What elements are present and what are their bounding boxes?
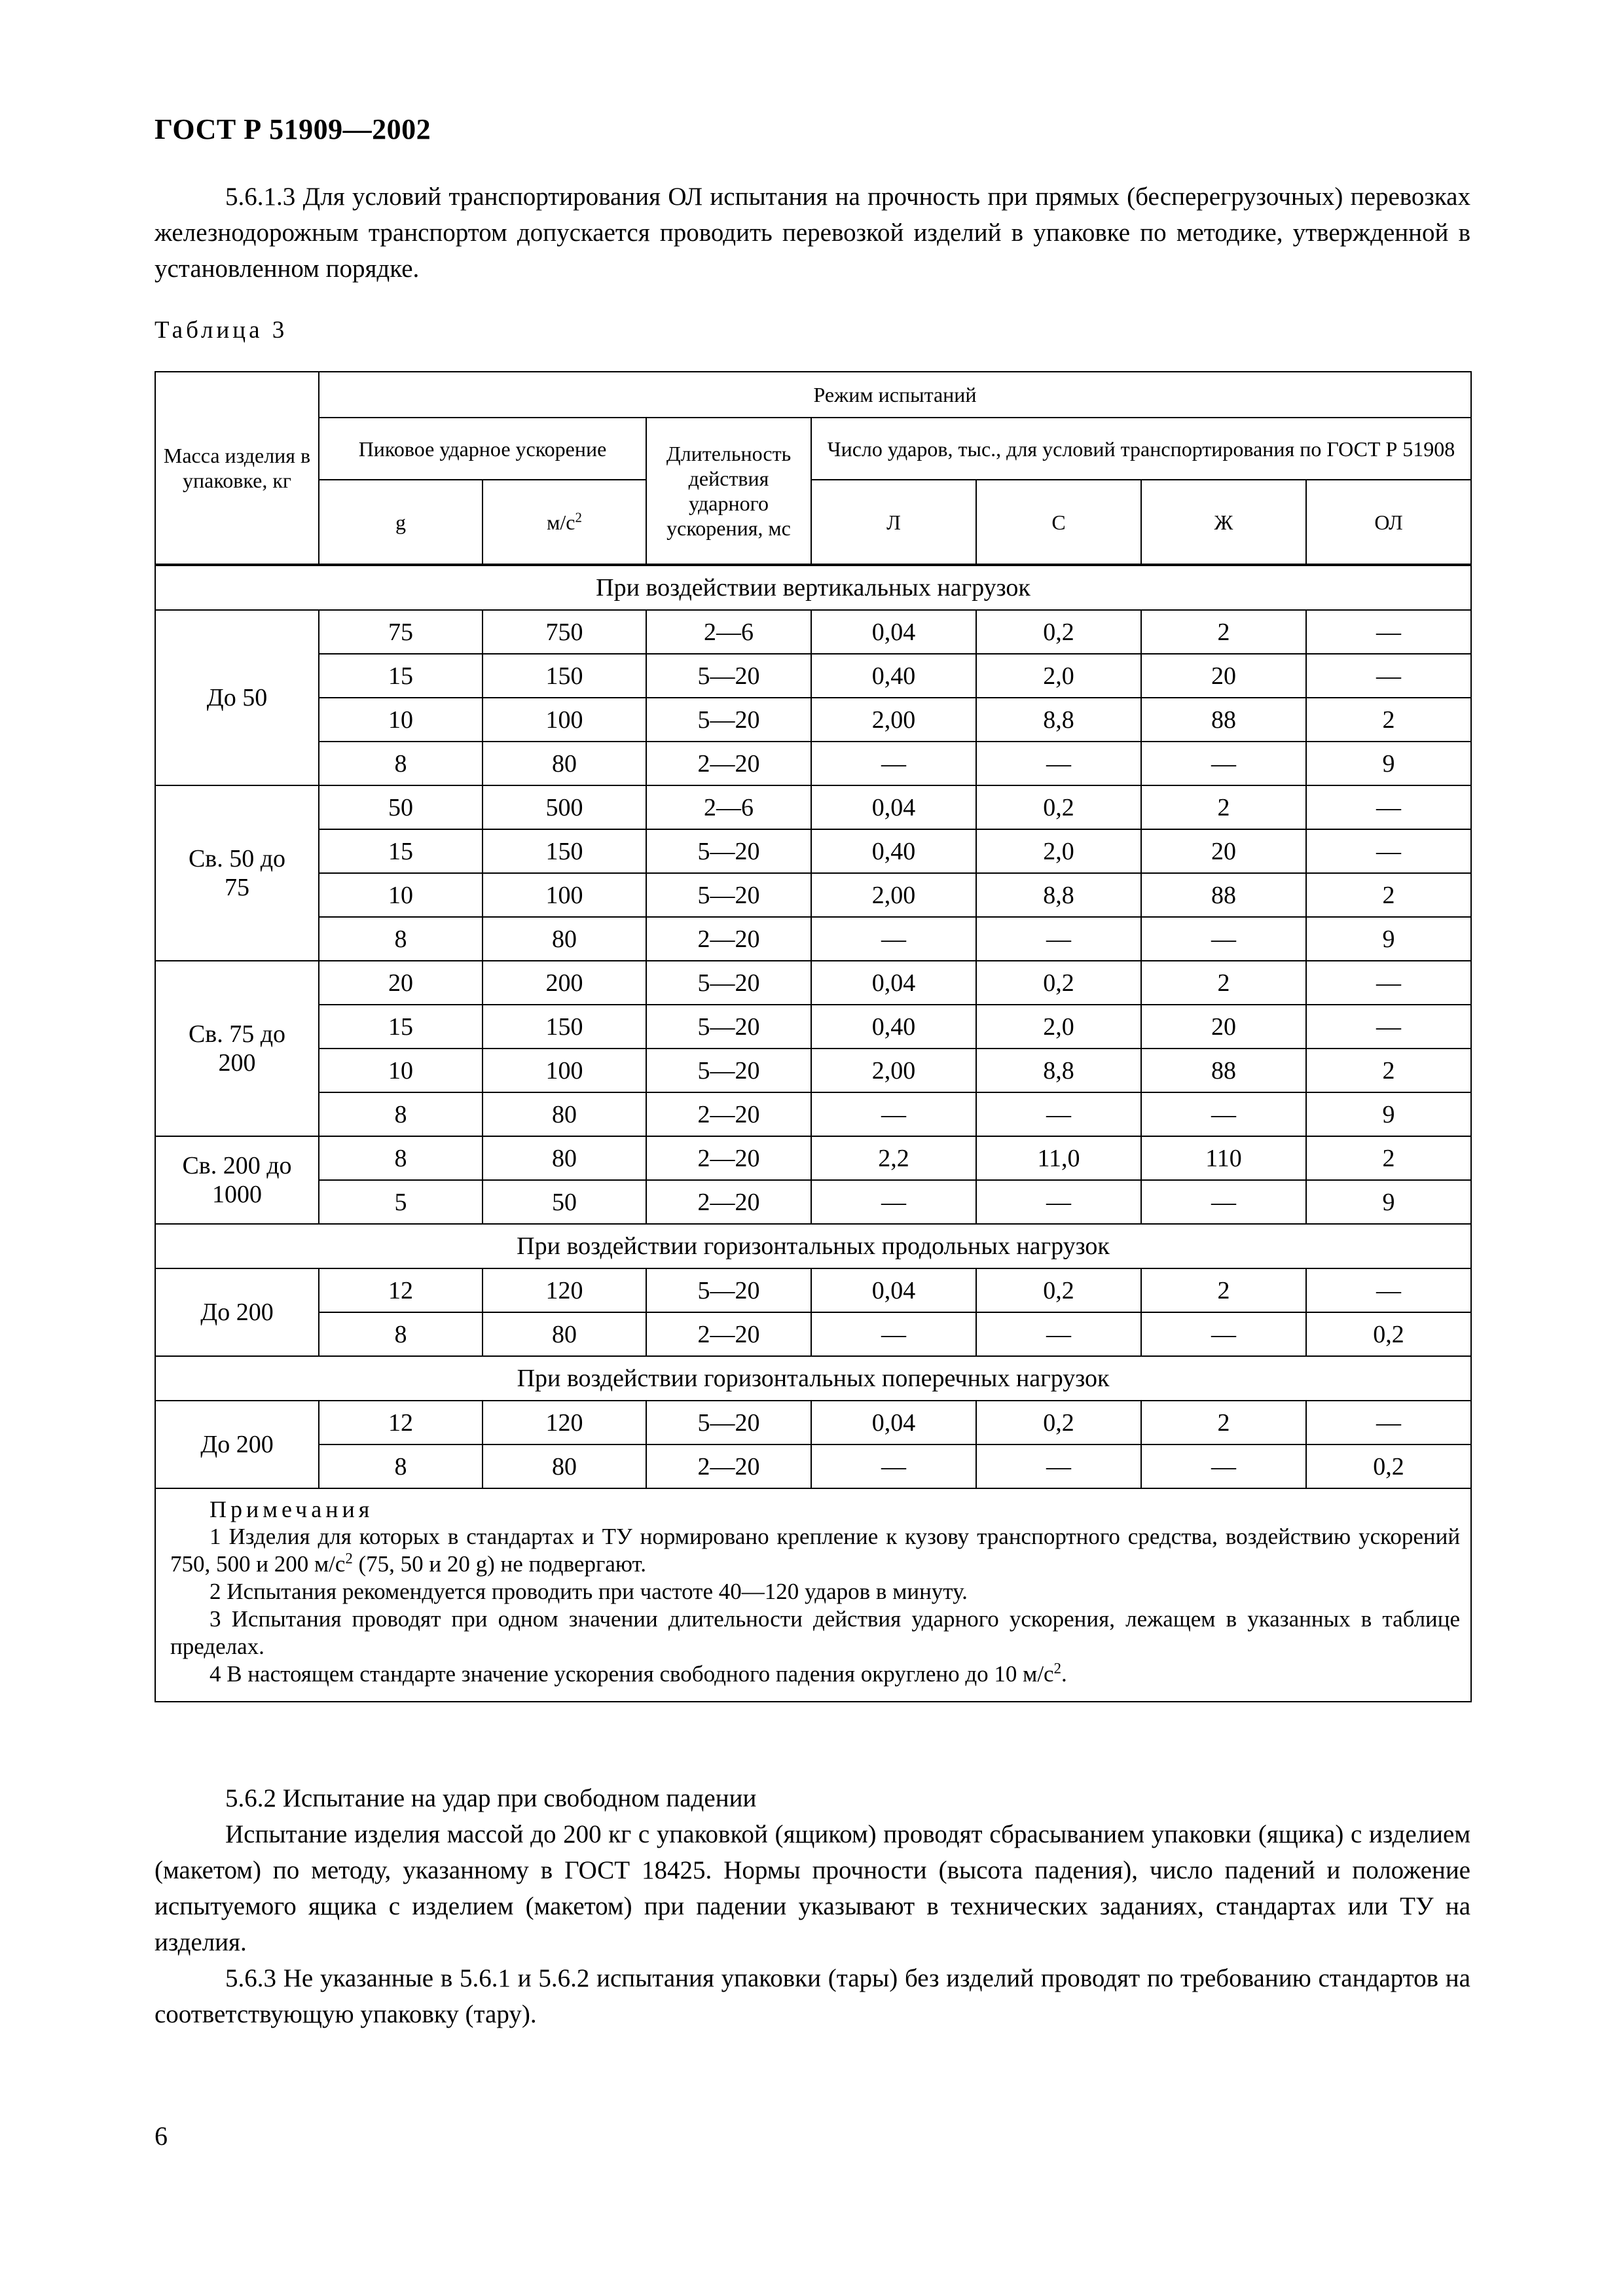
shock-test-table [155,371,1472,1702]
table-cell: 0,04 [811,1401,976,1444]
table-cell: 10 [319,873,483,917]
table-cell: — [1306,654,1471,698]
table-cell: 110 [1141,1136,1306,1180]
table-cell: 2,2 [811,1136,976,1180]
mass-cell: До 200 [155,1401,319,1488]
table-cell: 0,2 [1306,1444,1471,1488]
table-head [155,372,1471,565]
header-ms2: $м/с^2$ [483,480,646,565]
table-cell: 88 [1141,698,1306,742]
table-cell: 120 [483,1268,646,1312]
table-cell: 8 [319,917,483,961]
table-cell: 8 [319,1312,483,1356]
table-row [155,1268,1471,1312]
table-cell: 5—20 [646,1049,811,1092]
header-mass: Масса изделия в упаковке, кг [155,372,319,565]
table-cell: 5—20 [646,1005,811,1049]
table-cell: 5—20 [646,829,811,873]
table-cell: — [1141,1312,1306,1356]
table-cell: 20 [1141,829,1306,873]
table-cell: 5—20 [646,873,811,917]
table-cell: 11,0 [976,1136,1141,1180]
table-row [155,654,1471,698]
section-5-6-2-body: Испытание изделия массой до 200 кг с упаковкой (ящиком) проводят сбрасыванием упаковки (ящика) с изделием (макетом) по методу, указанному в ГОСТ 18425. Нормы прочности (высота падения), число падений и положение испытуемого ящика с изделием (макетом) при падении указывают в технических заданиях, стандартах или ТУ на изделия. [155,1820,1470,1956]
note-2: 2 Испытания рекомендуется проводить при частоте 40—120 ударов в минуту. [210,1579,968,1604]
table-cell: — [976,1444,1141,1488]
table-cell: — [976,1092,1141,1136]
table-cell: 15 [319,1005,483,1049]
table-cell: 0,40 [811,1005,976,1049]
table-cell: 10 [319,698,483,742]
header-duration: Длительность действия ударного ускорения, мс [646,418,811,565]
table-cell: 2 [1141,785,1306,829]
header-Zh: Ж [1141,480,1306,565]
table-cell: 2,0 [976,829,1141,873]
table-cell: 150 [483,654,646,698]
table-cell: 8,8 [976,698,1141,742]
table-cell: 9 [1306,1180,1471,1224]
table-cell: 50 [483,1180,646,1224]
table-cell: 15 [319,654,483,698]
table-cell: 0,40 [811,829,976,873]
table-cell: 2 [1306,873,1471,917]
table-cell: 750 [483,610,646,654]
table-cell: 15 [319,829,483,873]
table-cell: — [1306,1268,1471,1312]
table-cell: 75 [319,610,483,654]
table-cell: 2 [1141,1268,1306,1312]
table-cell: 10 [319,1049,483,1092]
table-cell: 0,04 [811,1268,976,1312]
table-cell: 8 [319,1136,483,1180]
section-header: При воздействии вертикальных нагрузок [155,565,1471,610]
table-cell: 88 [1141,873,1306,917]
mass-cell: Св. 50 до 75 [155,785,319,961]
table-cell: — [811,1444,976,1488]
table-cell: — [1141,1444,1306,1488]
table-cell: — [1306,1005,1471,1049]
notes-cell [155,1488,1471,1702]
table-cell: 2,00 [811,873,976,917]
mass-cell: До 200 [155,1268,319,1356]
table-cell: 2—20 [646,1312,811,1356]
table-body [155,565,1471,1488]
table-cell: 8 [319,1092,483,1136]
table-cell: 100 [483,873,646,917]
table-row [155,873,1471,917]
header-L: Л [811,480,976,565]
table-row [155,610,1471,654]
table-row [155,917,1471,961]
section-header-row [155,1356,1471,1401]
table-cell: 20 [1141,1005,1306,1049]
table-cell: — [976,917,1141,961]
table-cell: 80 [483,1312,646,1356]
table-row [155,1312,1471,1356]
table-cell: 2,0 [976,1005,1141,1049]
table-cell: 2 [1306,1049,1471,1092]
header-OL: ОЛ [1306,480,1471,565]
note-1: 1 Изделия для которых в стандартах и ТУ нормировано крепление к кузову транспортного средства, воздействию ускорений 750, 500 и 200 $м/с^2$ (75, 50 и 20 g) не подвергают. [170,1524,1461,1577]
table-cell: 5—20 [646,1268,811,1312]
table-cell: 0,2 [976,1268,1141,1312]
table-cell: 8,8 [976,873,1141,917]
table-cell: — [976,1180,1141,1224]
table-row [155,1180,1471,1224]
table-cell: 20 [1141,654,1306,698]
table-row [155,1401,1471,1444]
page-number: 6 [155,2121,168,2151]
document-header: ГОСТ Р 51909—2002 [155,113,431,145]
header-peak: Пиковое ударное ускорение [319,418,646,480]
table-row [155,1136,1471,1180]
table-cell: 5—20 [646,1401,811,1444]
table-cell: 9 [1306,917,1471,961]
table-cell: 8 [319,1444,483,1488]
table-cell: — [811,1180,976,1224]
section-header: При воздействии горизонтальных поперечных нагрузок [155,1356,1471,1401]
table-cell: 88 [1141,1049,1306,1092]
table-row [155,1092,1471,1136]
mass-cell: Св. 75 до 200 [155,961,319,1136]
table-cell: 80 [483,1092,646,1136]
table-cell: 80 [483,1444,646,1488]
table-cell: — [1141,917,1306,961]
table-cell: 5—20 [646,698,811,742]
table-row [155,961,1471,1005]
table-cell: 12 [319,1401,483,1444]
table-cell: — [976,1312,1141,1356]
table-row [155,1049,1471,1092]
note-3: 3 Испытания проводят при одном значении длительности действия ударного ускорения, лежащем в указанных в таблице пределах. [170,1606,1461,1659]
table-cell: 0,2 [976,1401,1141,1444]
table-cell: 2,0 [976,654,1141,698]
table-cell: — [1141,1092,1306,1136]
table-cell: 100 [483,698,646,742]
table-cell: 0,04 [811,961,976,1005]
table-cell: 2,00 [811,1049,976,1092]
header-S: С [976,480,1141,565]
table-cell: 12 [319,1268,483,1312]
table-cell: — [1141,742,1306,785]
table-cell: 0,2 [976,610,1141,654]
section-5-6-3: 5.6.3 Не указанные в 5.6.1 и 5.6.2 испытания упаковки (тары) без изделий проводят по требованию стандартов на соответствующую упаковку (тару). [155,1964,1470,2028]
table-cell: — [1141,1180,1306,1224]
section-header-row [155,565,1471,610]
table-cell: 5 [319,1180,483,1224]
table-cell: 8,8 [976,1049,1141,1092]
table-row [155,1005,1471,1049]
table-cell: 5—20 [646,961,811,1005]
table-cell: 50 [319,785,483,829]
table-cell: — [811,1312,976,1356]
mass-cell: Св. 200 до 1000 [155,1136,319,1224]
table-cell: 80 [483,742,646,785]
table-cell: 80 [483,1136,646,1180]
table-cell: 2 [1141,1401,1306,1444]
table-cell: 2—6 [646,610,811,654]
table-cell: — [976,742,1141,785]
header-g: g [319,480,483,565]
table-notes [155,1488,1471,1702]
table-cell: 5—20 [646,654,811,698]
table-cell: 0,04 [811,785,976,829]
table-cell: 2 [1141,961,1306,1005]
table-cell: 120 [483,1401,646,1444]
table-cell: 0,2 [976,785,1141,829]
table-cell: 2—20 [646,1180,811,1224]
table-cell: 500 [483,785,646,829]
table-row [155,1444,1471,1488]
table-cell: — [1306,961,1471,1005]
table-cell: — [1306,785,1471,829]
table-cell: — [1306,1401,1471,1444]
table-cell: — [811,917,976,961]
table-cell: — [811,1092,976,1136]
table-cell: 200 [483,961,646,1005]
table-cell: 2—20 [646,1136,811,1180]
table-cell: 2—20 [646,1092,811,1136]
table-cell: 100 [483,1049,646,1092]
section-header-row [155,1224,1471,1268]
table-cell: 2 [1141,610,1306,654]
table-cell: 2 [1306,1136,1471,1180]
table-cell: 0,40 [811,654,976,698]
intro-paragraph: 5.6.1.3 Для условий транспортирования ОЛ испытания на прочность при прямых (бесперегрузочных) перевозках железнодорожным транспортом допускается проводить перевозкой изделий в упаковке по методике, утвержденной в установленном порядке. [155,183,1470,283]
table-cell: 0,04 [811,610,976,654]
table-cell: 9 [1306,1092,1471,1136]
header-mode: Режим испытаний [319,372,1471,418]
table-cell: 0,2 [976,961,1141,1005]
table-cell: 2—20 [646,742,811,785]
table-cell: — [1306,829,1471,873]
section-header: При воздействии горизонтальных продольных нагрузок [155,1224,1471,1268]
table-row [155,785,1471,829]
table-cell: 150 [483,1005,646,1049]
header-count: Число ударов, тыс., для условий транспортирования по ГОСТ Р 51908 [811,418,1471,480]
table-cell: 8 [319,742,483,785]
table-cell: — [1306,610,1471,654]
section-5-6-2-title: 5.6.2 Испытание на удар при свободном падении [225,1784,757,1812]
table-cell: — [811,742,976,785]
table-cell: 2 [1306,698,1471,742]
table-row [155,829,1471,873]
table-cell: 2,00 [811,698,976,742]
table-cell: 2—20 [646,917,811,961]
table-caption: Таблица 3 [155,317,288,344]
table-cell: 9 [1306,742,1471,785]
table-cell: 0,2 [1306,1312,1471,1356]
table-cell: 80 [483,917,646,961]
mass-cell: До 50 [155,610,319,785]
table-row [155,742,1471,785]
table-cell: 20 [319,961,483,1005]
table-cell: 2—6 [646,785,811,829]
note-4: 4 В настоящем стандарте значение ускорения свободного падения округлено до 10 $м/с^2$. [210,1660,1067,1687]
table-cell: 150 [483,829,646,873]
table-cell: 2—20 [646,1444,811,1488]
notes-title: Примечания [210,1496,374,1522]
table-row [155,698,1471,742]
